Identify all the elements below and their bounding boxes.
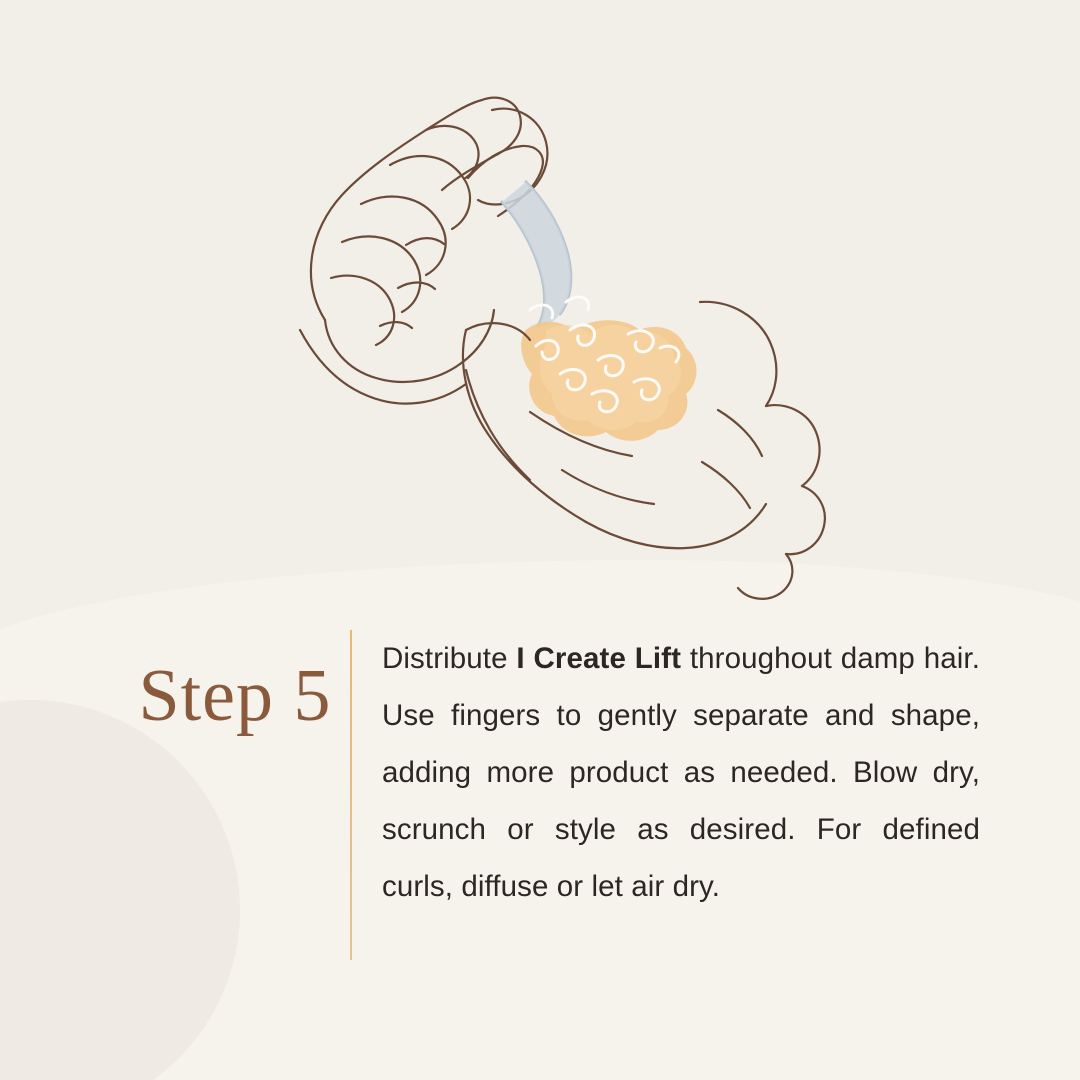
step-label: Step 5 <box>138 655 332 737</box>
instruction-text <box>382 630 980 915</box>
vertical-divider <box>350 630 352 960</box>
instruction-text-pre: Distribute <box>382 642 517 675</box>
caption-block <box>120 630 980 960</box>
instruction-text-post: throughout damp hair. Use fingers to gently separate and shape, adding more product as needed. Blow dry, scrunch or style as desired. For defined curls, diffuse or let air dry. <box>382 642 980 903</box>
product-name: I Create Lift <box>516 642 682 675</box>
hand-applying-hair-product-illustration <box>230 30 850 610</box>
